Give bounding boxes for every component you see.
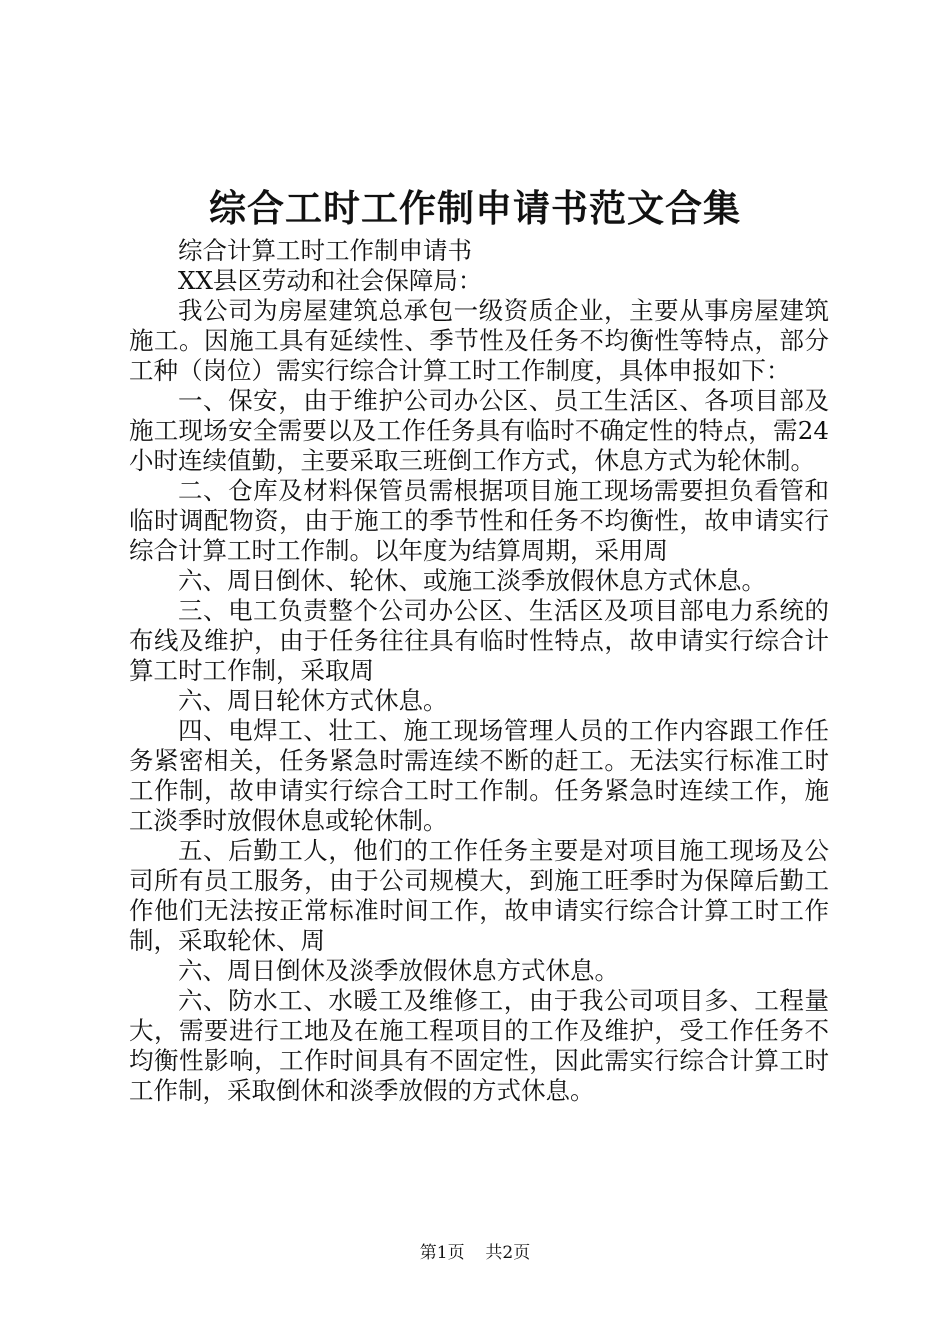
paragraph-item-2: 二、仓库及材料保管员需根据项目施工现场需要担负看管和临时调配物资，由于施工的季节性和任务不均衡性，故申请实行综合计算工时工作制。以年度为结算周期，采用周 (129, 476, 829, 565)
page-number: 第1页 (419, 1243, 465, 1263)
paragraph-heading: 综合计算工时工作制申请书 (178, 236, 472, 265)
paragraph-item-1: 一、保安，由于维护公司办公区、员工生活区、各项目部及施工现场安全需要以及工作任务具有临时不确定性的特点，需24小时连续值勤，主要采取三班倒工作方式，休息方式为轮休制。 (129, 386, 829, 475)
paragraph-item-3-cont: 六、周日轮休方式休息。 (178, 686, 448, 715)
paragraph-addressee: XX县区劳动和社会保障局： (178, 266, 483, 295)
paragraph-item-5-cont: 六、周日倒休及淡季放假休息方式休息。 (178, 956, 619, 985)
document-title: 综合工时工作制申请书范文合集 (209, 186, 741, 230)
paragraph-item-4: 四、电焊工、壮工、施工现场管理人员的工作内容跟工作任务紧密相关，任务紧急时需连续不断的赶工。无法实行标准工时工作制，故申请实行综合工时工作制。任务紧急时连续工作，施工淡季时放假休息或轮休制。 (129, 716, 829, 835)
paragraph-item-3: 三、电工负责整个公司办公区、生活区及项目部电力系统的布线及维护，由于任务往往具有临时性特点，故申请实行综合计算工时工作制，采取周 (129, 596, 829, 685)
page-total: 共2页 (485, 1243, 531, 1263)
paragraph-intro: 我公司为房屋建筑总承包一级资质企业，主要从事房屋建筑施工。因施工具有延续性、季节性及任务不均衡性等特点，部分工种（岗位）需实行综合计算工时工作制度，具体申报如下： (129, 296, 829, 385)
page-footer (0, 1241, 950, 1265)
paragraph-item-2-cont: 六、周日倒休、轮休、或施工淡季放假休息方式休息。 (178, 566, 766, 595)
paragraph-item-6: 六、防水工、水暖工及维修工，由于我公司项目多、工程量大，需要进行工地及在施工程项目的工作及维护，受工作任务不均衡性影响，工作时间具有不固定性，因此需实行综合计算工时工作制，采取倒休和淡季放假的方式休息。 (129, 986, 829, 1105)
document-body (129, 236, 829, 1106)
paragraph-item-5: 五、后勤工人，他们的工作任务主要是对项目施工现场及公司所有员工服务，由于公司规模大，到施工旺季时为保障后勤工作他们无法按正常标准时间工作，故申请实行综合计算工时工作制，采取轮休、周 (129, 836, 829, 955)
